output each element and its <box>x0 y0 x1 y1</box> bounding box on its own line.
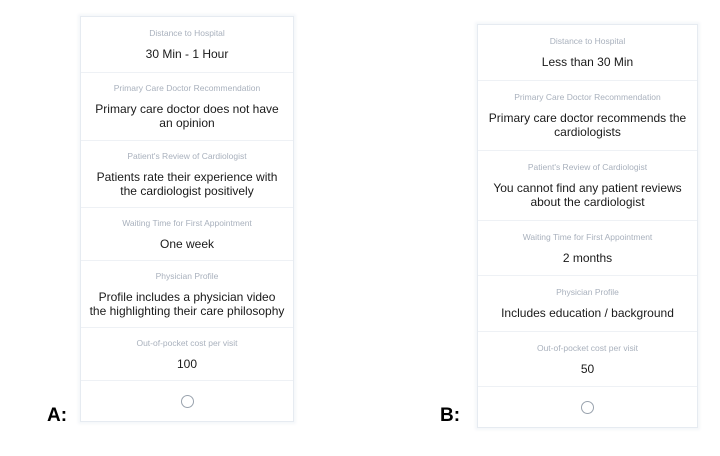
attribute-row-recommendation <box>81 73 293 141</box>
option-b-tag: B: <box>440 405 461 426</box>
attribute-value: 2 months <box>562 250 613 265</box>
attribute-value: You cannot find any patient reviews about the cardiologist <box>493 181 682 209</box>
attribute-value: Primary care doctor recommends the cardiologists <box>488 111 687 139</box>
attribute-label: Primary Care Doctor Recommendation <box>113 83 261 93</box>
attribute-row-review <box>478 151 697 221</box>
attribute-row-distance <box>478 25 697 81</box>
option-card-b <box>477 24 698 428</box>
attribute-label: Waiting Time for First Appointment <box>122 217 252 228</box>
attribute-row-profile <box>81 261 293 328</box>
attribute-label: Out-of-pocket cost per visit <box>136 337 238 348</box>
attribute-label: Patient's Review of Cardiologist <box>127 150 247 161</box>
option-a-tag: A: <box>47 405 68 426</box>
attribute-value: Primary care doctor does not have an opinion <box>95 102 279 130</box>
attribute-row-waiting-time <box>478 221 697 276</box>
attribute-value: One week <box>159 236 215 251</box>
attribute-row-review <box>81 141 293 208</box>
attribute-label: Physician Profile <box>155 270 219 281</box>
attribute-value: Profile includes a physician video the highlighting their care philosophy <box>89 289 285 318</box>
attribute-value: Less than 30 Min <box>541 55 634 69</box>
attribute-row-distance <box>81 17 293 73</box>
option-a-radio-button[interactable] <box>181 395 194 408</box>
option-card-a <box>80 16 294 422</box>
attribute-value: 30 Min - 1 Hour <box>145 47 229 61</box>
attribute-value: Includes education / background <box>501 306 674 320</box>
attribute-label: Out-of-pocket cost per visit <box>536 342 639 353</box>
attribute-value: 100 <box>176 356 198 371</box>
attribute-row-waiting-time <box>81 208 293 261</box>
attribute-label: Distance to Hospital <box>149 28 225 38</box>
attribute-row-cost <box>81 328 293 381</box>
attribute-row-cost <box>478 332 697 387</box>
attribute-label: Patient's Review of Cardiologist <box>527 162 648 172</box>
attribute-row-profile <box>478 276 697 332</box>
attribute-label: Physician Profile <box>556 287 619 297</box>
attribute-label: Distance to Hospital <box>549 36 626 46</box>
attribute-value: Patients rate their experience with the cardiologist positively <box>96 169 278 198</box>
select-row <box>478 387 697 427</box>
attribute-label: Waiting Time for First Appointment <box>522 231 653 242</box>
option-b-radio-button[interactable] <box>581 401 594 414</box>
select-row <box>81 381 293 421</box>
attribute-value: 50 <box>580 361 595 376</box>
attribute-row-recommendation <box>478 81 697 151</box>
attribute-label: Primary Care Doctor Recommendation <box>514 92 661 102</box>
